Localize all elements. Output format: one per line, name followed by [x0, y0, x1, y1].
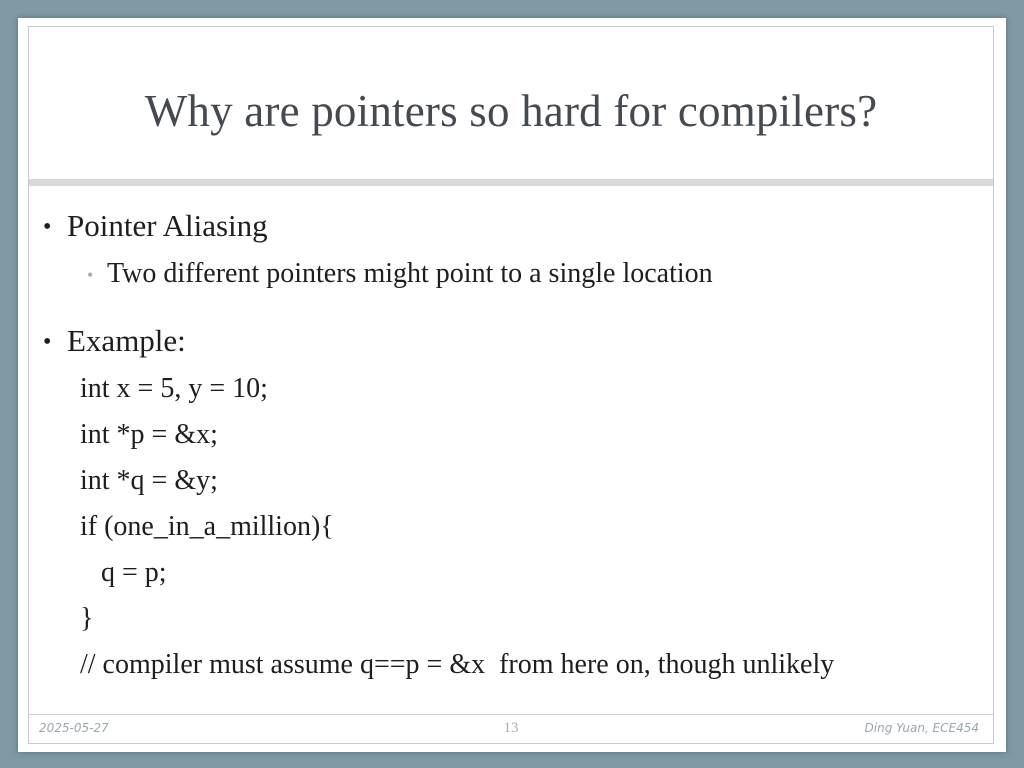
slide-content — [29, 27, 993, 743]
code-line-5: q = p; — [80, 557, 167, 588]
sub-bullet-two-pointers — [87, 258, 713, 290]
slide — [28, 26, 994, 744]
slide-title: Why are pointers so hard for compilers? — [144, 86, 878, 136]
code-line-7-comment: // compiler must assume q==p = &x from here on, though unlikely — [80, 649, 835, 680]
footer-author: Ding Yuan, ECE454 — [864, 721, 979, 735]
sub-bullet-text: Two different pointers might point to a single location — [107, 258, 713, 289]
bullet-dot-icon: • — [43, 329, 52, 355]
sub-bullet-dot-icon: • — [87, 265, 94, 285]
code-line-4: if (one_in_a_million){ — [80, 511, 334, 542]
bullet-dot-icon: • — [43, 214, 52, 240]
slide-footer — [29, 714, 993, 743]
bullet-text: Example: — [67, 323, 186, 358]
code-line-2: int *p = &x; — [80, 419, 218, 450]
code-line-3: int *q = &y; — [80, 465, 218, 496]
code-line-6: } — [80, 603, 94, 634]
bullet-pointer-aliasing — [43, 208, 268, 244]
bullet-example — [43, 323, 186, 359]
footer-date: 2025-05-27 — [39, 721, 109, 735]
slide-frame — [18, 18, 1006, 752]
code-line-1: int x = 5, y = 10; — [80, 373, 268, 404]
bullet-text: Pointer Aliasing — [67, 208, 268, 243]
page-number: 13 — [503, 720, 519, 736]
